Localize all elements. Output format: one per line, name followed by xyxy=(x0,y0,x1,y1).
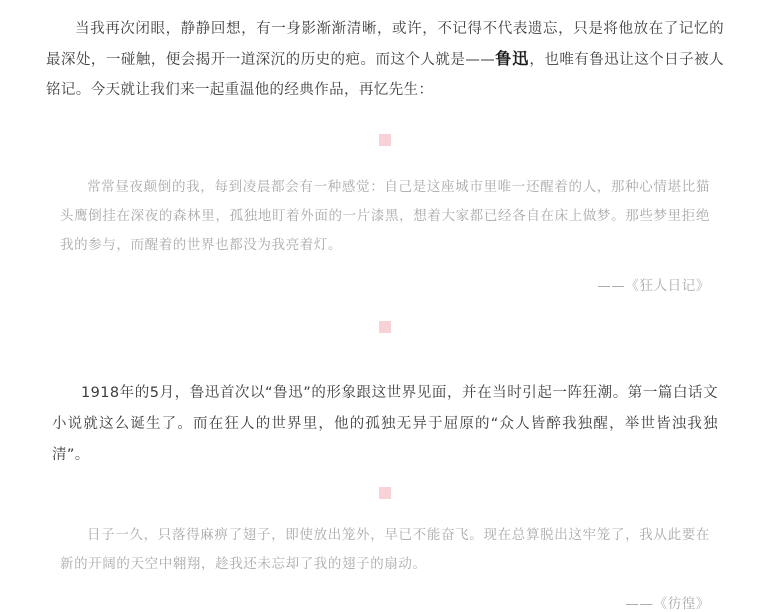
spacer xyxy=(46,347,724,363)
intro-text-after: ，也唯有鲁迅让这个日子被人铭记。今天就让我们来一起重温他的经典作品，再忆先生： xyxy=(46,52,724,98)
quote-source-2: ——《彷徨》 xyxy=(625,596,710,612)
body-paragraph: 1918年的5月，鲁迅首次以“鲁迅”的形象跟这世界见面，并在当时引起一阵狂潮。第一篇白话文小说就这么诞生了。而在狂人的世界里，他的孤独无异于屈原的“众人皆醉我独醒，举世皆浊我独清”。 xyxy=(52,384,718,463)
square-ornament-icon xyxy=(379,321,391,333)
section-divider-1 xyxy=(46,120,724,160)
intro-paragraph xyxy=(46,14,724,105)
quote-source-1: ——《狂人日记》 xyxy=(597,277,710,294)
square-ornament-icon xyxy=(379,487,391,499)
article-page xyxy=(0,14,770,612)
square-ornament-icon xyxy=(379,134,391,146)
intro-text-before: 当我再次闭眼，静静回想，有一身影渐渐清晰，或许，不记得不代表遗忘，只是将他放在了记忆的最深处，一碰触，便会揭开一道深沉的历史的疤。而这个人就是—— xyxy=(46,21,724,68)
quote-text-2: 日子一久，只落得麻痹了翅子，即使放出笼外，早已不能奋飞。现在总算脱出这牢笼了，我从此要在新的开阔的天空中翱翔，趁我还未忘却了我的翅子的扇动。 xyxy=(60,526,710,572)
section-divider-2 xyxy=(46,307,724,347)
intro-highlight-name: 鲁迅 xyxy=(495,49,530,68)
quote-text-1: 常常昼夜颠倒的我，每到凌晨都会有一种感觉：自己是这座城市里唯一还醒着的人，那种心情堪比猫头鹰倒挂在深夜的森林里，孤独地盯着外面的一片漆黑，想着大家都已经各自在床上做梦。那些梦里拒绝我的参与，而醒着的世界也都没为我亮着灯。 xyxy=(60,179,710,253)
